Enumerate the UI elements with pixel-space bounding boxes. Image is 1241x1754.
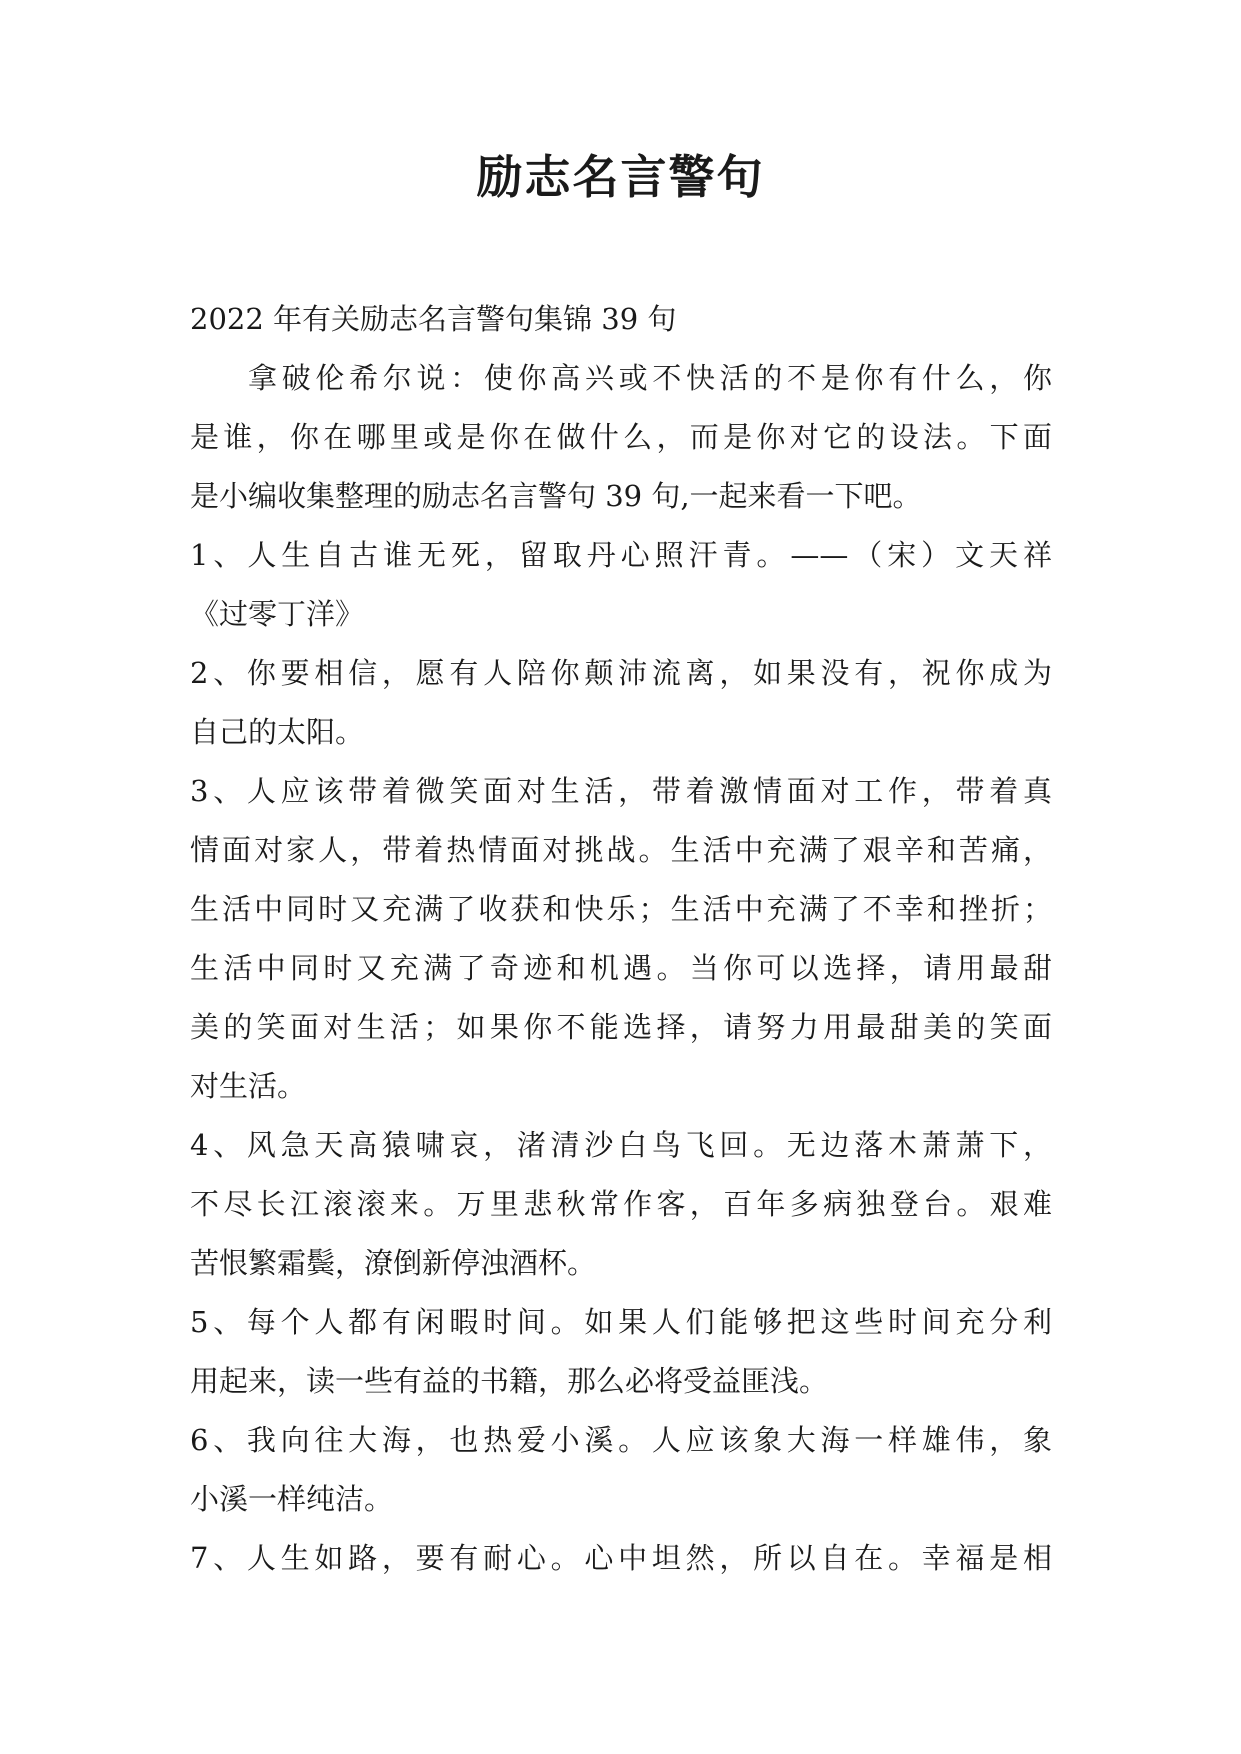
- quote-line: 情面对家人，带着热情面对挑战。生活中充满了艰辛和苦痛，: [190, 833, 1052, 867]
- quote-line: 美的笑面对生活；如果你不能选择，请努力用最甜美的笑面: [190, 1010, 1052, 1044]
- document-body: [190, 290, 1052, 1588]
- quote-line: 5、每个人都有闲暇时间。如果人们能够把这些时间充分利: [190, 1305, 1052, 1339]
- page-title: 励志名言警句: [476, 150, 765, 204]
- paragraph-line: 是小编收集整理的励志名言警句 39 句,一起来看一下吧。: [190, 479, 922, 513]
- quote-line: 生活中同时又充满了奇迹和机遇。当你可以选择，请用最甜: [190, 951, 1052, 985]
- paragraph-line: 是谁，你在哪里或是你在做什么，而是你对它的设法。下面: [190, 420, 1052, 454]
- quote-line: 不尽长江滚滚来。万里悲秋常作客，百年多病独登台。艰难: [190, 1187, 1052, 1221]
- quote-line: 用起来，读一些有益的书籍，那么必将受益匪浅。: [190, 1364, 829, 1398]
- quote-line: 生活中同时又充满了收获和快乐；生活中充满了不幸和挫折；: [190, 892, 1052, 926]
- quote-line: 2、你要相信，愿有人陪你颠沛流离，如果没有，祝你成为: [190, 656, 1052, 690]
- quote-line: 6、我向往大海，也热爱小溪。人应该象大海一样雄伟，象: [190, 1423, 1052, 1457]
- quote-line: 对生活。: [190, 1069, 307, 1103]
- quote-line: 小溪一样纯洁。: [190, 1482, 394, 1516]
- quote-line: 1、人生自古谁无死，留取丹心照汗青。——（宋）文天祥: [190, 538, 1052, 572]
- quote-line: 3、人应该带着微笑面对生活，带着激情面对工作，带着真: [190, 774, 1052, 808]
- quote-line: 《过零丁洋》: [190, 597, 365, 631]
- paragraph-line: 拿破伦希尔说：使你高兴或不快活的不是你有什么，你: [248, 361, 1052, 395]
- subtitle-line: 2022 年有关励志名言警句集锦 39 句: [190, 302, 677, 336]
- quote-line: 7、人生如路，要有耐心。心中坦然，所以自在。幸福是相: [190, 1541, 1052, 1575]
- quote-line: 4、风急天高猿啸哀，渚清沙白鸟飞回。无边落木萧萧下，: [190, 1128, 1052, 1162]
- quote-line: 苦恨繁霜鬓，潦倒新停浊酒杯。: [190, 1246, 597, 1280]
- quote-line: 自己的太阳。: [190, 715, 365, 749]
